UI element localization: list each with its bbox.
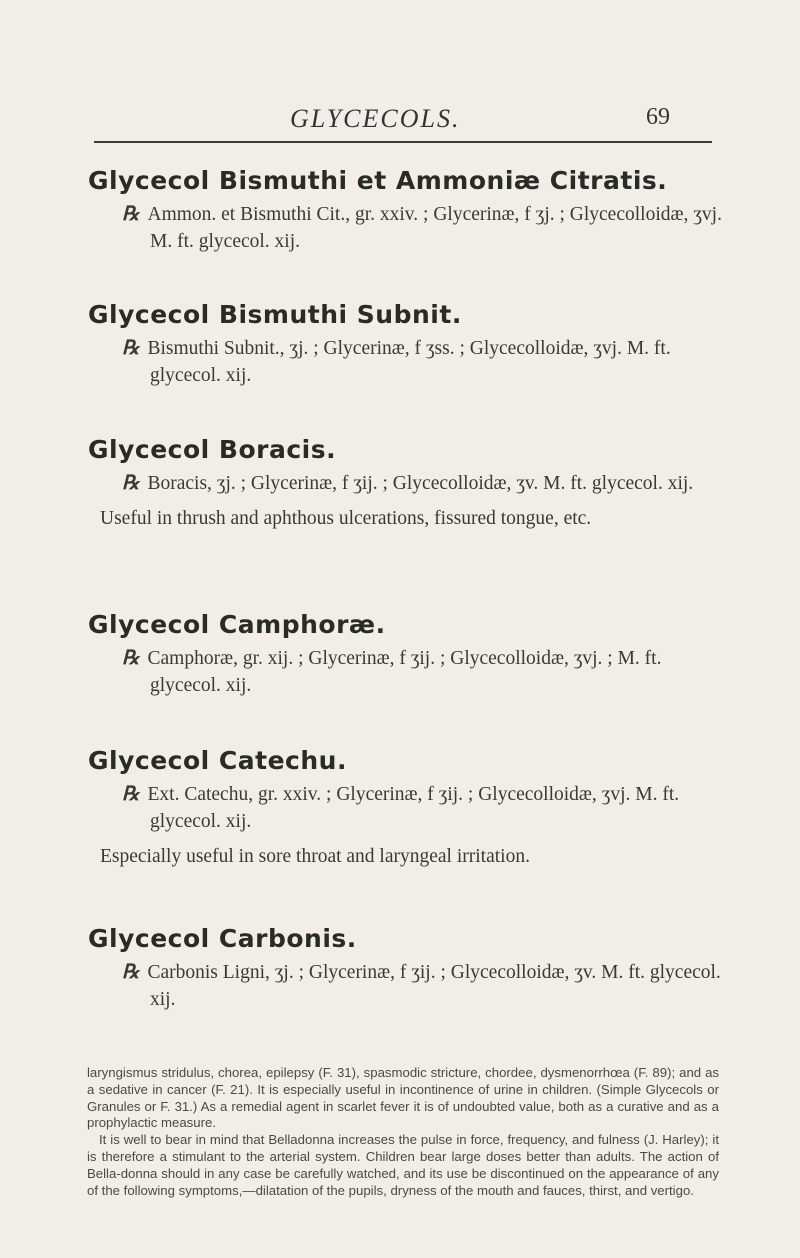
entry-title: Glycecol Catechu. bbox=[88, 746, 347, 775]
prescription bbox=[88, 201, 728, 255]
entry-boracis bbox=[88, 435, 728, 532]
entry-title: Glycecol Carbonis. bbox=[88, 924, 357, 953]
prescription-text: Carbonis Ligni, ʒj. ; Glycerinæ, f ʒij. ; Glycecolloidæ, ʒv. M. ft. glycecol. xij. bbox=[147, 962, 721, 1010]
recipe-symbol: ℞ bbox=[122, 204, 140, 225]
recipe-symbol: ℞ bbox=[122, 648, 140, 669]
footnote bbox=[87, 1065, 719, 1199]
prescription bbox=[88, 470, 728, 497]
footnote-paragraph: laryngismus stridulus, chorea, epilepsy (F. 31), spasmodic stricture, chordee, dysmenorrhœa (F. 89); and as a sedative in cancer (F. 21). It is especially useful in incontinence of urine in children. (Simple Glycecols or Granules or F. 31.) As a remedial agent in scarlet fever it is of undoubted value, both as a curative and as a prophylactic measure. bbox=[87, 1065, 719, 1131]
usage-note: Useful in thrush and aphthous ulcerations, fissured tongue, etc. bbox=[100, 508, 592, 529]
footnote-paragraph: It is well to bear in mind that Belladonna increases the pulse in force, frequency, and fulness (J. Harley); it is therefore a stimulant to the arterial system. Children bear large doses better than adults. The action of Bella-donna should in any case be carefully watched, and its use be discontinued on the appearance of any of the following symptoms,—dilatation of the pupils, dryness of the mouth and fauces, thirst, and vertigo. bbox=[87, 1132, 719, 1198]
prescription bbox=[88, 781, 728, 835]
recipe-symbol: ℞ bbox=[122, 962, 140, 983]
entry-title: Glycecol Boracis. bbox=[88, 435, 337, 464]
page-number: 69 bbox=[646, 104, 670, 130]
entry-bismuthi-ammoniae-citratis bbox=[88, 166, 728, 255]
entry-bismuthi-subnit bbox=[88, 300, 728, 389]
usage-note: Especially useful in sore throat and laryngeal irritation. bbox=[100, 846, 530, 867]
prescription bbox=[88, 959, 728, 1013]
prescription-text: Camphoræ, gr. xij. ; Glycerinæ, f ʒij. ; Glycecolloidæ, ʒvj. ; M. ft. glycecol. xij. bbox=[147, 648, 662, 696]
running-head: GLYCECOLS. bbox=[290, 104, 461, 133]
prescription-text: Ext. Catechu, gr. xxiv. ; Glycerinæ, f ʒij. ; Glycecolloidæ, ʒvj. M. ft. glycecol. xij. bbox=[147, 784, 680, 832]
prescription-text: Bismuthi Subnit., ʒj. ; Glycerinæ, f ʒss. ; Glycecolloidæ, ʒvj. M. ft. glycecol. xij. bbox=[147, 338, 671, 386]
prescription-text: Ammon. et Bismuthi Cit., gr. xxiv. ; Glycerinæ, f ʒj. ; Glycecolloidæ, ʒvj. M. ft. glycecol. xij. bbox=[147, 204, 722, 252]
recipe-symbol: ℞ bbox=[122, 338, 140, 359]
entry-title: Glycecol Bismuthi et Ammoniæ Citratis. bbox=[88, 166, 668, 195]
recipe-symbol: ℞ bbox=[122, 473, 140, 494]
entry-catechu bbox=[88, 746, 728, 870]
prescription bbox=[88, 335, 728, 389]
entry-camphorae bbox=[88, 610, 728, 699]
entry-carbonis bbox=[88, 924, 728, 1013]
header-rule bbox=[94, 141, 712, 143]
entry-title: Glycecol Camphoræ. bbox=[88, 610, 386, 639]
entry-title: Glycecol Bismuthi Subnit. bbox=[88, 300, 462, 329]
prescription bbox=[88, 645, 728, 699]
prescription-text: Boracis, ʒj. ; Glycerinæ, f ʒij. ; Glycecolloidæ, ʒv. M. ft. glycecol. xij. bbox=[147, 473, 694, 494]
recipe-symbol: ℞ bbox=[122, 784, 140, 805]
